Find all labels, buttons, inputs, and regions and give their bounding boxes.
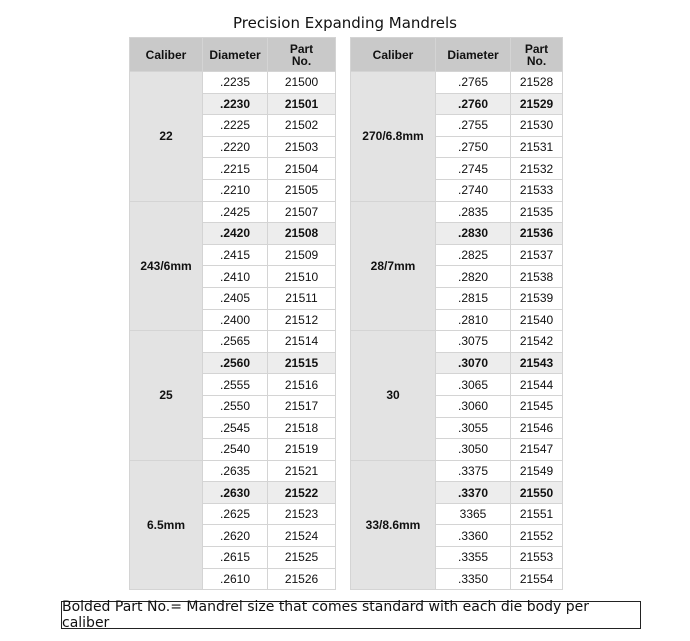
- table-header-row: [351, 38, 563, 72]
- diameter-cell: .2410: [203, 266, 268, 288]
- table-row: [351, 72, 563, 94]
- part-no-cell: 21502: [268, 115, 336, 137]
- part-no-cell: 21531: [511, 136, 563, 158]
- diameter-cell: .2610: [203, 568, 268, 590]
- header-caliber: Caliber: [130, 38, 203, 72]
- part-no-cell: 21547: [511, 439, 563, 461]
- diameter-cell: .2740: [436, 179, 511, 201]
- table-row: [351, 460, 563, 482]
- part-no-cell: 21535: [511, 201, 563, 223]
- table-row: [130, 201, 336, 223]
- diameter-cell: .3350: [436, 568, 511, 590]
- part-no-cell: 21536: [511, 223, 563, 245]
- part-no-cell: 21508: [268, 223, 336, 245]
- part-no-cell: 21512: [268, 309, 336, 331]
- diameter-cell: .2815: [436, 287, 511, 309]
- diameter-cell: .3075: [436, 331, 511, 353]
- diameter-cell: .2540: [203, 439, 268, 461]
- part-no-cell: 21514: [268, 331, 336, 353]
- part-no-cell: 21544: [511, 374, 563, 396]
- diameter-cell: .2420: [203, 223, 268, 245]
- diameter-cell: .3060: [436, 395, 511, 417]
- part-no-cell: 21552: [511, 525, 563, 547]
- diameter-cell: .2555: [203, 374, 268, 396]
- part-no-cell: 21523: [268, 503, 336, 525]
- diameter-cell: .2625: [203, 503, 268, 525]
- diameter-cell: .2630: [203, 482, 268, 504]
- diameter-cell: .3370: [436, 482, 511, 504]
- diameter-cell: .2560: [203, 352, 268, 374]
- part-no-cell: 21533: [511, 179, 563, 201]
- diameter-cell: .2565: [203, 331, 268, 353]
- part-no-cell: 21549: [511, 460, 563, 482]
- part-no-cell: 21540: [511, 309, 563, 331]
- caliber-cell: 270/6.8mm: [351, 72, 436, 202]
- part-no-cell: 21519: [268, 439, 336, 461]
- diameter-cell: .2635: [203, 460, 268, 482]
- diameter-cell: .2550: [203, 395, 268, 417]
- part-no-cell: 21511: [268, 287, 336, 309]
- part-no-cell: 21537: [511, 244, 563, 266]
- header-part-no: [511, 38, 563, 72]
- diameter-cell: .2220: [203, 136, 268, 158]
- part-no-cell: 21530: [511, 115, 563, 137]
- diameter-cell: 3365: [436, 503, 511, 525]
- header-diameter: Diameter: [203, 38, 268, 72]
- part-no-cell: 21529: [511, 93, 563, 115]
- part-no-cell: 21550: [511, 482, 563, 504]
- diameter-cell: .3375: [436, 460, 511, 482]
- part-no-cell: 21510: [268, 266, 336, 288]
- part-no-cell: 21525: [268, 547, 336, 569]
- table-row: [130, 460, 336, 482]
- part-no-cell: 21505: [268, 179, 336, 201]
- diameter-cell: .3070: [436, 352, 511, 374]
- part-no-cell: 21532: [511, 158, 563, 180]
- part-no-cell: 21522: [268, 482, 336, 504]
- caliber-cell: 243/6mm: [130, 201, 203, 331]
- table-row: [351, 331, 563, 353]
- diameter-cell: .3055: [436, 417, 511, 439]
- table-row: [130, 72, 336, 94]
- diameter-cell: .3355: [436, 547, 511, 569]
- caliber-cell: 33/8.6mm: [351, 460, 436, 590]
- header-diameter: Diameter: [436, 38, 511, 72]
- diameter-cell: .2750: [436, 136, 511, 158]
- diameter-cell: .3360: [436, 525, 511, 547]
- part-no-cell: 21521: [268, 460, 336, 482]
- part-no-cell: 21546: [511, 417, 563, 439]
- diameter-cell: .2760: [436, 93, 511, 115]
- part-no-cell: 21526: [268, 568, 336, 590]
- table-header-row: [130, 38, 336, 72]
- part-no-cell: 21542: [511, 331, 563, 353]
- table-row: [130, 331, 336, 353]
- part-no-cell: 21554: [511, 568, 563, 590]
- footer-note: [61, 601, 641, 629]
- header-part-no: [268, 38, 336, 72]
- part-no-cell: 21503: [268, 136, 336, 158]
- diameter-cell: .2545: [203, 417, 268, 439]
- diameter-cell: .2620: [203, 525, 268, 547]
- part-no-cell: 21538: [511, 266, 563, 288]
- diameter-cell: .2215: [203, 158, 268, 180]
- diameter-cell: .3050: [436, 439, 511, 461]
- diameter-cell: .2615: [203, 547, 268, 569]
- part-no-cell: 21553: [511, 547, 563, 569]
- diameter-cell: .2235: [203, 72, 268, 94]
- part-no-cell: 21524: [268, 525, 336, 547]
- page-title: Precision Expanding Mandrels: [233, 14, 457, 32]
- diameter-cell: .2210: [203, 179, 268, 201]
- part-no-cell: 21516: [268, 374, 336, 396]
- diameter-cell: .2425: [203, 201, 268, 223]
- part-no-cell: 21539: [511, 287, 563, 309]
- header-part-no-label: Part No.: [289, 41, 314, 68]
- diameter-cell: .2745: [436, 158, 511, 180]
- part-no-cell: 21509: [268, 244, 336, 266]
- caliber-cell: 30: [351, 331, 436, 461]
- caliber-cell: 6.5mm: [130, 460, 203, 590]
- part-no-cell: 21501: [268, 93, 336, 115]
- part-no-cell: 21507: [268, 201, 336, 223]
- diameter-cell: .2835: [436, 201, 511, 223]
- diameter-cell: .2810: [436, 309, 511, 331]
- part-no-cell: 21515: [268, 352, 336, 374]
- caliber-cell: 22: [130, 72, 203, 202]
- diameter-cell: .2405: [203, 287, 268, 309]
- part-no-cell: 21543: [511, 352, 563, 374]
- table-row: [351, 201, 563, 223]
- diameter-cell: .2225: [203, 115, 268, 137]
- header-part-no-label: Part No.: [524, 41, 549, 68]
- caliber-cell: 25: [130, 331, 203, 461]
- part-no-cell: 21528: [511, 72, 563, 94]
- part-no-cell: 21518: [268, 417, 336, 439]
- mandrel-table-left: [129, 37, 336, 590]
- diameter-cell: .2825: [436, 244, 511, 266]
- part-no-cell: 21504: [268, 158, 336, 180]
- header-caliber: Caliber: [351, 38, 436, 72]
- part-no-cell: 21545: [511, 395, 563, 417]
- diameter-cell: .2765: [436, 72, 511, 94]
- diameter-cell: .2230: [203, 93, 268, 115]
- part-no-cell: 21551: [511, 503, 563, 525]
- caliber-cell: 28/7mm: [351, 201, 436, 331]
- diameter-cell: .2830: [436, 223, 511, 245]
- diameter-cell: .2755: [436, 115, 511, 137]
- diameter-cell: .3065: [436, 374, 511, 396]
- mandrel-table-right: [350, 37, 563, 590]
- diameter-cell: .2400: [203, 309, 268, 331]
- part-no-cell: 21517: [268, 395, 336, 417]
- part-no-cell: 21500: [268, 72, 336, 94]
- footer-note-text: Bolded Part No.= Mandrel size that comes standard with each die body per caliber: [62, 599, 590, 631]
- diameter-cell: .2820: [436, 266, 511, 288]
- diameter-cell: .2415: [203, 244, 268, 266]
